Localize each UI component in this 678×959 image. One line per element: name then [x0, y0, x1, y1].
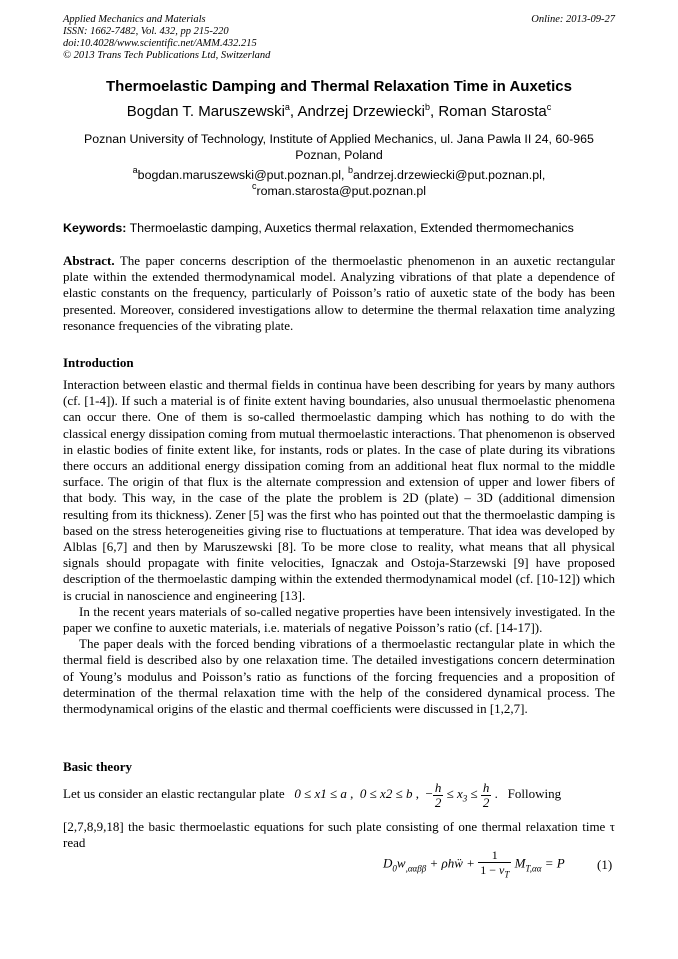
equation-number: (1) — [597, 857, 613, 872]
email-superscript: c — [251, 181, 257, 191]
basic-theory-line1: Let us consider an elastic rectangular plate 0 ≤ x1 ≤ a , 0 ≤ x2 ≤ b , − $\frac{h}{2}$ ≤ $x_3$ ≤ $\frac{h}{2}$ . Following — [63, 779, 562, 810]
abstract-text: The paper concerns description of the thermoelastic phenomenon in an auxetic rectangular plate within the extended thermodynamical model. Analyzing vibrations of that plate a dependence of elastic constants on the frequency, particularly of Poisson’s ratio of auxetic state of the body has been presented. Moreover, considered investigations allow to determine the thermal relaxation time analyzing resonance frequencies of the vibrating plate. — [63, 253, 616, 333]
email-superscript: b — [347, 165, 353, 175]
introduction-body — [63, 377, 615, 717]
email-superscript: a — [132, 165, 138, 175]
author-superscript: a — [284, 102, 290, 112]
condition-x3: − $\frac{h}{2}$ ≤ $x_3$ ≤ $\frac{h}{2}$ — [425, 779, 490, 810]
paragraph: In the recent years materials of so-called negative properties have been intensively investigated. In the paper we confine to auxetic materials, i.e. materials of negative Poisson’s ratio (cf. [14-17]). — [63, 603, 615, 636]
author-name: Roman Starosta — [438, 103, 547, 120]
abstract — [63, 253, 615, 334]
author-emails — [63, 167, 615, 199]
author-superscript: b — [424, 102, 430, 112]
basic-theory-line2: [2,7,8,9,18] the basic thermoelastic equations for such plate consisting of one thermal relaxation time τ read — [63, 819, 615, 851]
author-superscript: c — [546, 102, 552, 112]
frac-numerator: h — [434, 779, 442, 795]
copyright-line: © 2013 Trans Tech Publications Ltd, Switzerland — [63, 50, 271, 61]
text-fragment: Following — [507, 786, 562, 801]
email-link[interactable]: andrzej.drzewiecki@put.poznan.pl, — [352, 168, 546, 182]
frac-denominator: 2 — [482, 794, 490, 810]
keywords-text: Thermoelastic damping, Auxetics thermal relaxation, Extended thermomechanics — [129, 221, 574, 235]
condition-x1: 0 ≤ x1 ≤ a — [294, 786, 347, 801]
author-name: Andrzej Drzewiecki — [297, 103, 425, 120]
doi-line: doi:10.4028/www.scientific.net/AMM.432.215 — [63, 38, 257, 49]
online-date: Online: 2013-09-27 — [531, 14, 615, 25]
text-fragment: Let us consider an elastic rectangular plate — [63, 786, 285, 801]
frac-denominator: 2 — [434, 794, 442, 810]
email-link[interactable]: bogdan.maruszewski@put.poznan.pl, — [137, 168, 345, 182]
equation-1: $D_0w_{,\alpha\alpha\beta\beta}$ + ρhẅ + $\frac{1}{1 - \nu_T}$ $M_{T,\alpha\alpha} = P$ — [383, 848, 565, 880]
condition-x2: 0 ≤ x2 ≤ b — [359, 786, 413, 801]
email-link[interactable]: roman.starosta@put.poznan.pl — [256, 184, 427, 198]
journal-header — [63, 14, 270, 62]
affiliation: Poznan University of Technology, Institute of Applied Mechanics, ul. Jana Pawla II 24, 60-965 Poznan, Poland — [84, 132, 594, 162]
author-name: Bogdan T. Maruszewski — [126, 103, 285, 120]
section-heading-introduction: Introduction — [63, 355, 134, 370]
keywords — [63, 220, 615, 236]
abstract-label: Abstract. — [63, 253, 115, 268]
journal-name: Applied Mechanics and Materials — [63, 14, 206, 25]
issn-line: ISSN: 1662-7482, Vol. 432, pp 215-220 — [63, 26, 229, 37]
paragraph: The paper deals with the forced bending vibrations of a thermoelastic rectangular plate in which the thermal field is described also by one relaxation time. The detailed investigations concern determination of Young’s modulus and Poisson’s ratio as functions of the forcing frequencies and a proposition of determination of the thermal relaxation time with the help of the considered dynamical process. The thermodynamical origins of the elastic and thermal coefficients were discussed in [1,2,7]. — [63, 636, 615, 717]
section-heading-basic-theory: Basic theory — [63, 759, 132, 774]
keywords-label: Keywords: — [63, 221, 127, 235]
frac-numerator: h — [482, 779, 490, 795]
paragraph: Interaction between elastic and thermal fields in continua have been describing for years by many authors (cf. [1-4]). If such a material is of finite extent having boundaries, also unusual thermoelastic phenomena can occur there. One of them is so-called thermoelastic damping which has nothing to do with the classical energy dissipation coming from mutual thermoelastic interactions. That phenomenon is observed in elastic bodies of finite extent like, for instants, rods or plates. In the case of plate during its vibrations there occurs an additional energy dissipation coming from an additional heat flux normal to the middle surface. The origin of that flux is the alternate compression and extension of upper and lower fibers of that body. This way, in the case of the plate the problem is 2D (plate) – 3D (additional dimension resulting from its thickness). Zener [5] was the first who has pointed out that the thermoelastic damping is based on the stress heterogeneities giving rise to fluctuations at temperature. That idea was developed by Alblas [6,7] and then by Maruszewski [8]. To be more close to reality, what means that all physical signals should propagate with finite velocities, Ignaczak and Ostoja-Starzewski [9] have proposed description of the thermoelastic damping within the extended thermodynamical model (cf. [10-12]) which is crucial in nanoscience and engineering [13]. — [63, 377, 615, 603]
author-list: Bogdan T. Maruszewski$^a$, Andrzej Drzewiecki$^b$, Roman Starosta$^c$ — [126, 102, 552, 120]
paper-title: Thermoelastic Damping and Thermal Relaxation Time in Auxetics — [106, 78, 572, 95]
